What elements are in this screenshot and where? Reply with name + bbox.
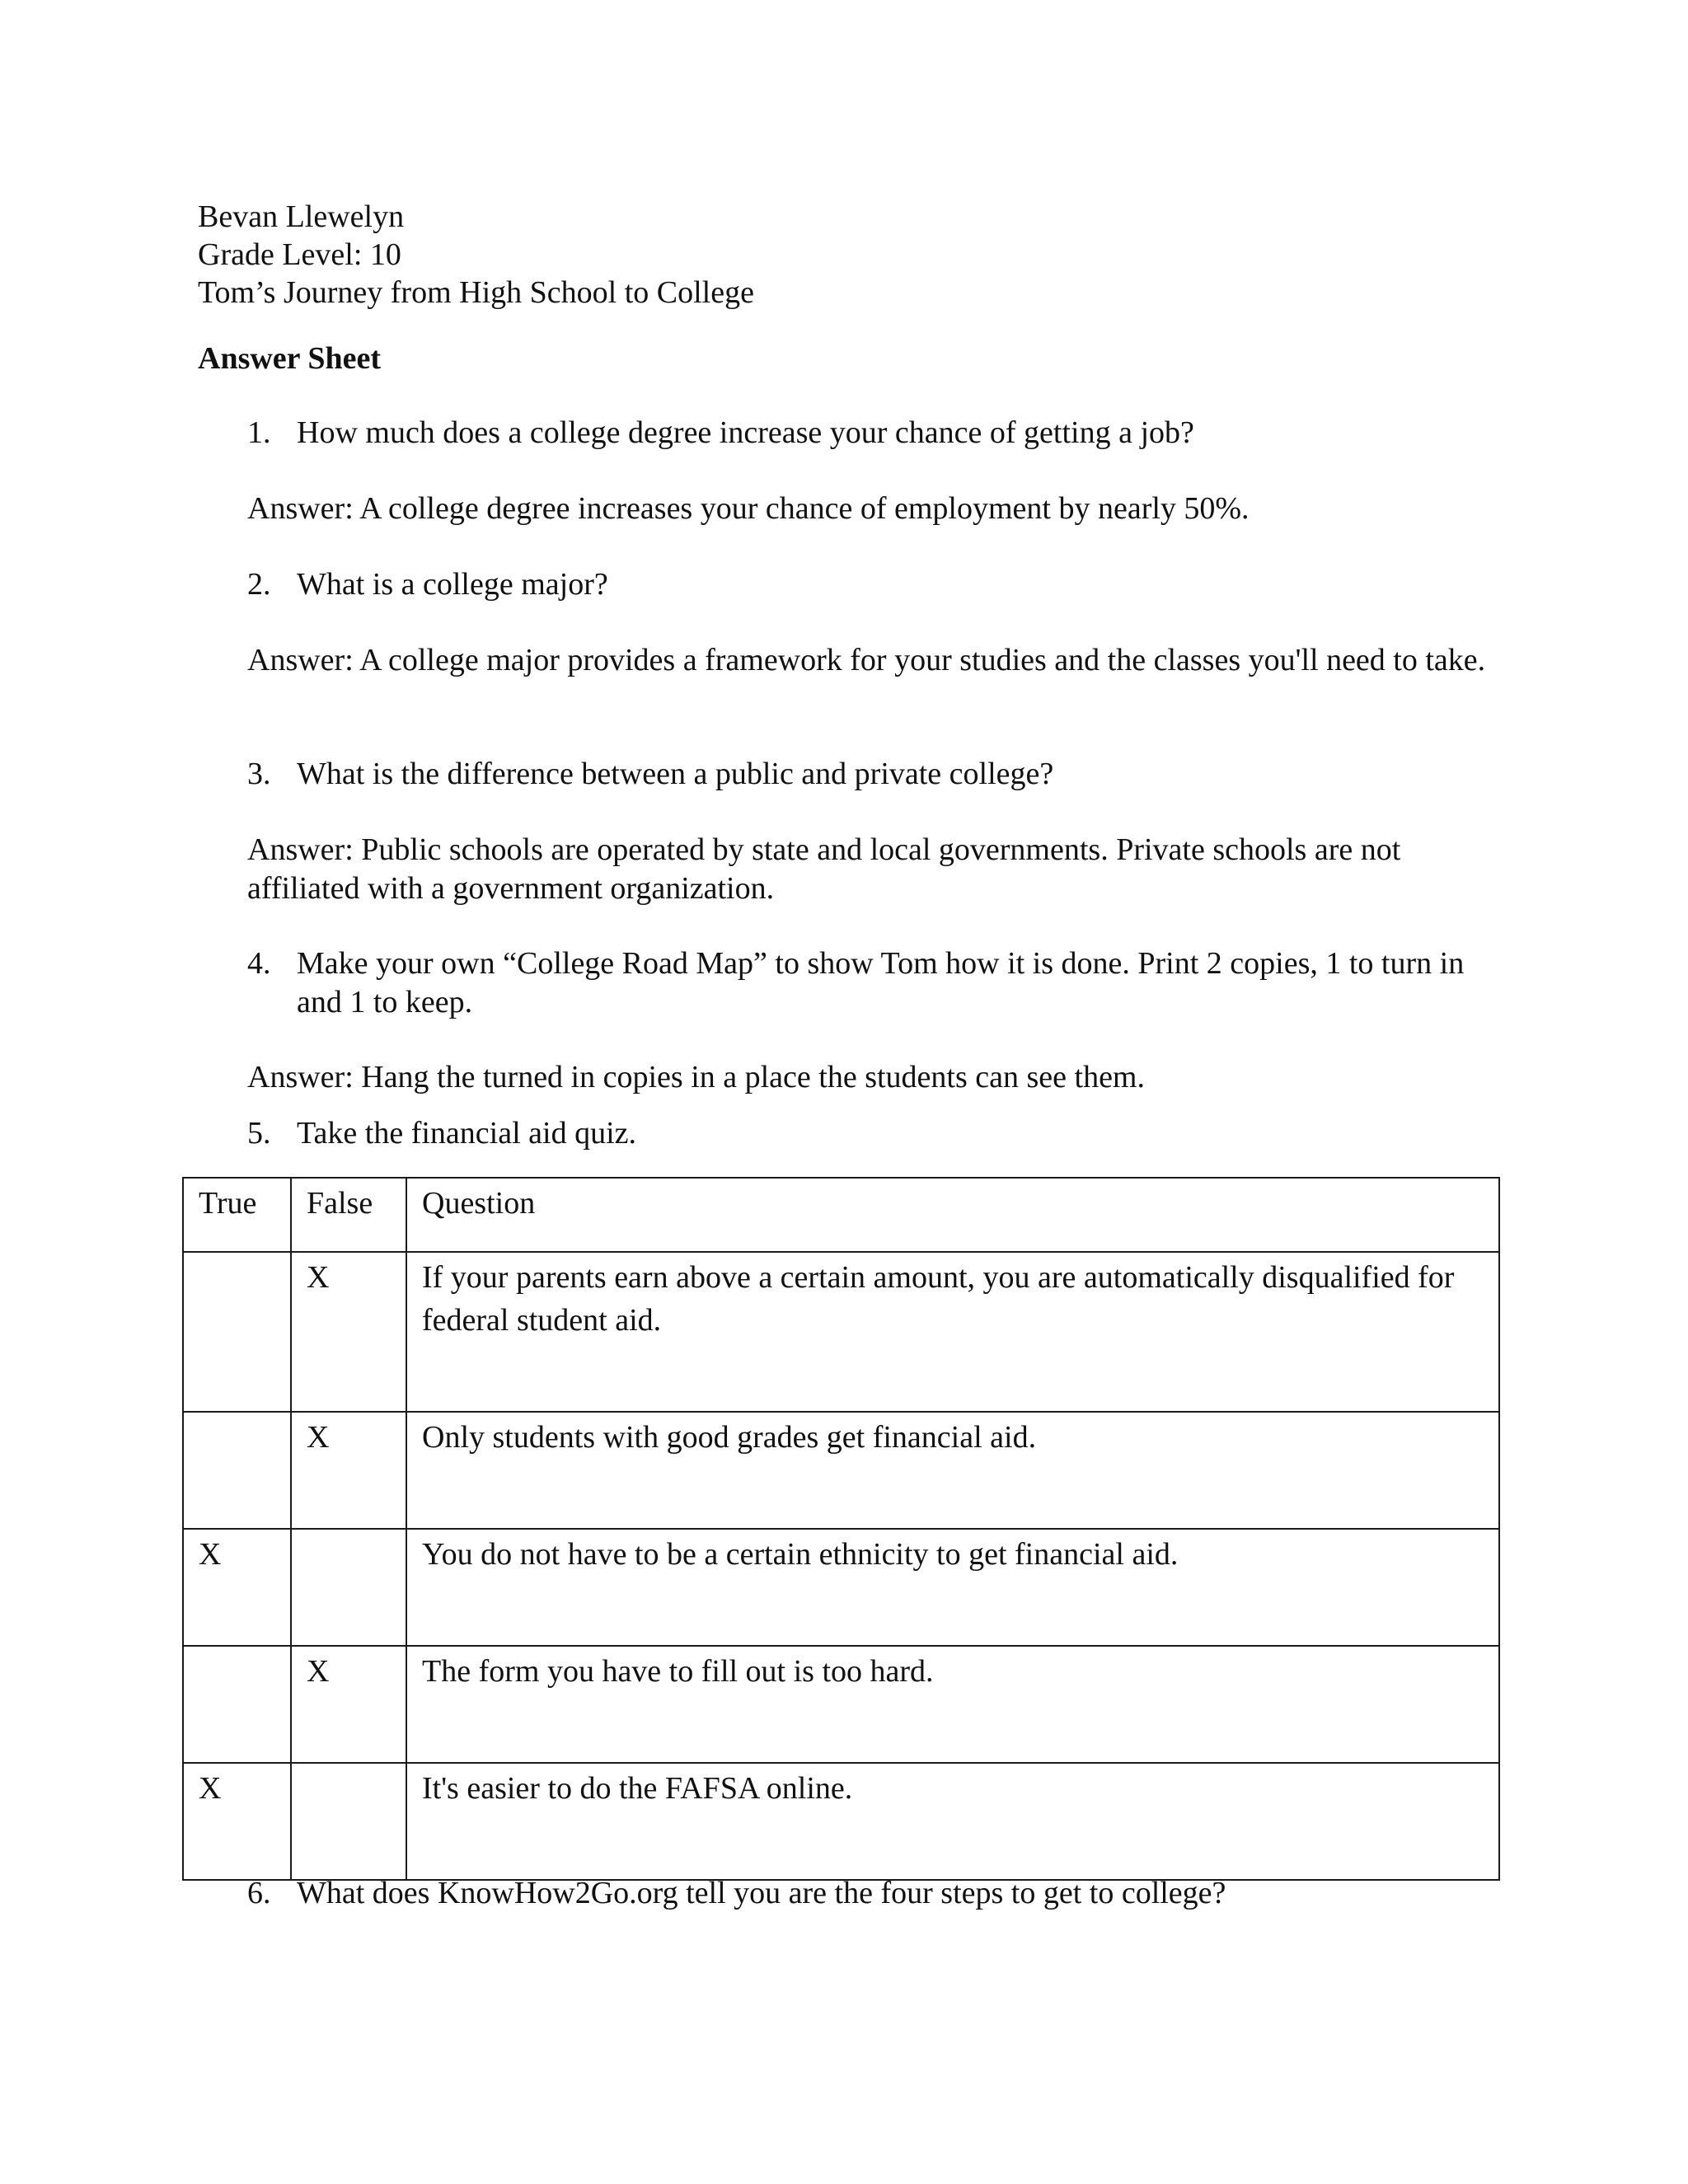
question-text: What is a college major?: [297, 567, 608, 602]
false-mark-cell: X: [291, 1646, 406, 1763]
false-mark-cell: [291, 1529, 406, 1646]
table-row: [183, 1646, 1499, 1763]
table-row: [183, 1763, 1499, 1880]
false-mark-cell: X: [291, 1252, 406, 1412]
section-title: Answer Sheet: [198, 341, 382, 376]
question-number: 5.: [247, 1116, 271, 1151]
true-mark-cell: [183, 1412, 291, 1529]
true-mark-cell: [183, 1252, 291, 1412]
question-text: Take the financial aid quiz.: [297, 1116, 636, 1151]
question-cell: If your parents earn above a certain amount, you are automatically disqualified for federal student aid.: [406, 1252, 1499, 1412]
answer-text: Answer: A college major provides a framework for your studies and the classes you'll need to take.: [247, 643, 1486, 677]
true-mark-cell: X: [183, 1529, 291, 1646]
author-name: Bevan Llewelyn: [198, 199, 405, 234]
question-text: What does KnowHow2Go.org tell you are the four steps to get to college?: [297, 1876, 1226, 1910]
table-row: [183, 1252, 1499, 1412]
column-header-false: False: [291, 1178, 406, 1252]
answer-text: Answer: Hang the turned in copies in a place the students can see them.: [247, 1060, 1145, 1094]
table-row: [183, 1529, 1499, 1646]
false-mark-cell: [291, 1763, 406, 1880]
question-cell: You do not have to be a certain ethnicity to get financial aid.: [406, 1529, 1499, 1646]
question-cell: It's easier to do the FAFSA online.: [406, 1763, 1499, 1880]
question-cell: Only students with good grades get financial aid.: [406, 1412, 1499, 1529]
financial-aid-quiz-table: [182, 1177, 1500, 1881]
true-mark-cell: [183, 1646, 291, 1763]
false-mark-cell: X: [291, 1412, 406, 1529]
table-header-row: [183, 1178, 1499, 1252]
question-number: 6.: [247, 1876, 271, 1910]
question-number: 2.: [247, 567, 271, 602]
column-header-true: True: [183, 1178, 291, 1252]
true-mark-cell: X: [183, 1763, 291, 1880]
question-number: 3.: [247, 757, 271, 791]
answer-text: Answer: A college degree increases your chance of employment by nearly 50%.: [247, 491, 1250, 526]
question-number: 1.: [247, 415, 271, 450]
column-header-question: Question: [406, 1178, 1499, 1252]
document-title: Tom’s Journey from High School to College: [198, 275, 754, 310]
question-text: Make your own “College Road Map” to show Tom how it is done. Print 2 copies, 1 to turn in and 1 to keep.: [297, 946, 1465, 1019]
table-row: [183, 1412, 1499, 1529]
question-text: What is the difference between a public and private college?: [297, 757, 1054, 791]
question-cell: The form you have to fill out is too hard.: [406, 1646, 1499, 1763]
question-number: 4.: [247, 946, 271, 981]
grade-level: Grade Level: 10: [198, 237, 401, 272]
question-text: How much does a college degree increase your chance of getting a job?: [297, 415, 1194, 450]
answer-text: Answer: Public schools are operated by state and local governments. Private schools are not affiliated with a government organization.: [247, 832, 1401, 906]
